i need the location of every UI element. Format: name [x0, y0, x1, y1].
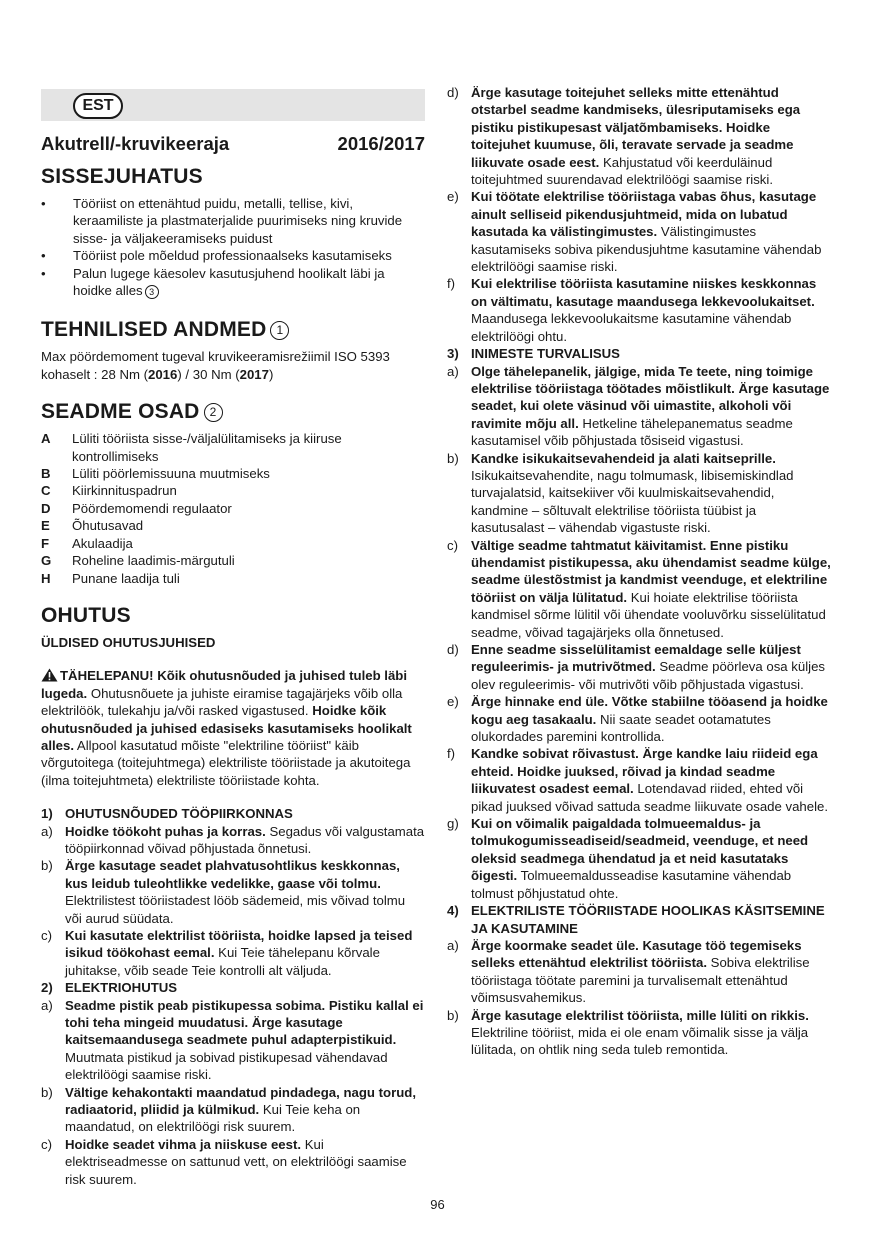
- page-number: 96: [430, 1197, 445, 1212]
- item-text: Isikukaitsevahendite, nagu tolmumask, libisemiskindlad turvajalatsid, kaitsekiiver või kuulmiskaitsevahendid, kandmine – sõltuvalt elektrilise tööriista tüübist ja kasutusalast – vähendab vigastuste riski.: [471, 467, 794, 536]
- tech-heading-text: TEHNILISED ANDMED: [41, 318, 267, 342]
- product-title-row: [41, 133, 425, 155]
- safety-item: [41, 1136, 425, 1188]
- item-text: Elektrilistest tööriistadest lööb sädemeid, mis võivad tolmu või aurud süüdata.: [65, 893, 406, 926]
- item-letter: b): [447, 1007, 459, 1023]
- tech-heading: [41, 317, 425, 343]
- item-letter: a): [447, 937, 459, 953]
- item-bold: Kui on võimalik paigaldada tolmueemaldus- ja tolmukogumisseadiseid/seadmeid, veenduge, et need oleksid seadmega ühendatud ja et neid kasutataks õigesti.: [471, 816, 809, 884]
- language-badge: EST: [73, 93, 123, 119]
- intro-bullet-text: Palun lugege käesolev kasutusjuhend hoolikalt läbi ja hoidke alles: [73, 265, 385, 299]
- keep-instructions-bold: Hoidke kõik ohutusnõuded ja juhised edasiseks kasutamiseks hoolikalt alles.: [41, 703, 412, 753]
- section-title-text: ELEKTRILISTE TÖÖRIISTADE HOOLIKAS KÄSITSEMINE JA KASUTAMINE: [471, 903, 825, 936]
- spec-text: ): [268, 366, 274, 382]
- item-text: Segadus või valgustamata tööpiirkonnad võivad põhjustada õnnetusi.: [65, 823, 425, 856]
- spec-model-2016: 2016: [148, 366, 178, 382]
- safety-item: [447, 188, 831, 275]
- item-bold: Kandke isikukaitsevahendeid ja alati kaitseprille.: [471, 450, 776, 466]
- item-letter: c): [41, 928, 52, 943]
- keep-instructions-text: Allpool kasutatud mõiste "elektriline tööriist" käib võrgutoitega (toitejuhtmega) elektriliste tööriistade ja akutoitega (ilma toitejuhtmeta) elektriliste tööriistade kohta.: [41, 737, 411, 788]
- part-desc: Roheline laadimis-märgutuli: [72, 553, 235, 569]
- parts-heading-text: SEADME OSAD: [41, 400, 200, 424]
- warning-bold: TÄHELEPANU! Kõik ohutusnõuded ja juhised tuleb läbi lugeda.: [41, 668, 408, 701]
- parts-row: [41, 500, 425, 517]
- language-bar: [41, 89, 425, 121]
- spec-text: ) / 30 Nm (: [177, 366, 240, 382]
- parts-row: [41, 570, 425, 587]
- item-text: Maandusega lekkevoolukaitsme kasutamine vähendab elektrilöögi ohtu.: [471, 311, 792, 344]
- item-bold: Ärge hinnake end üle. Võtke stabiilne tööasend ja hoidke kogu aeg tasakaalu.: [471, 694, 828, 727]
- intro-list: [41, 195, 425, 299]
- item-bold: Olge tähelepanelik, jälgige, mida Te teete, ning toimige elektrilise tööriistaga töötades mõistlikult. Ärge kasutage seadet, kui olete väsinud või uimastite, alkoholi või ravimite mõju all.: [471, 363, 830, 431]
- intro-heading: SISSEJUHATUS: [41, 165, 203, 188]
- part-key: H: [41, 570, 51, 586]
- safety-heading: OHUTUS: [41, 603, 131, 627]
- safety-item: [447, 693, 831, 745]
- parts-row: [41, 465, 425, 482]
- tech-spec: [41, 348, 425, 383]
- safety-item: [41, 997, 425, 1084]
- item-letter: b): [41, 858, 53, 874]
- intro-bullet: • Tööriist pole mõeldud professionaalseks kasutamiseks: [41, 247, 425, 264]
- item-bold: Hoidke töökoht puhas ja korras.: [65, 823, 266, 839]
- right-column: [447, 84, 831, 1059]
- item-letter: a): [41, 823, 53, 839]
- item-bold: Kandke sobivat rõivastust. Ärge kandke laiu riideid ega ehteid. Hoidke juuksed, rõivad ja kindad seadme liikuvatest osadest eemal.: [471, 746, 818, 797]
- section-title: [41, 805, 425, 822]
- item-bold: Ärge kasutage seadet plahvatusohtlikus keskkonnas, kus leidub tuleohtlikke vedelikke, gaase või tolmu.: [65, 858, 400, 891]
- item-letter: a): [41, 997, 53, 1013]
- safety-item: [447, 937, 831, 1007]
- item-bold: Enne seadme sisselülitamist eemaldage selle küljest reguleerimis- ja mutrivõtmed.: [471, 642, 801, 675]
- part-desc: Lüliti tööriista sisse-/väljalülitamiseks ja kiiruse kontrollimiseks: [72, 431, 342, 464]
- item-text: Elektriline tööriist, mida ei ole enam võimalik sisse ja välja lülitada, on ohtlik ning seda tuleb remontida.: [471, 1024, 809, 1058]
- section-title-text: INIMESTE TURVALISUS: [471, 346, 620, 362]
- item-letter: e): [447, 694, 459, 710]
- item-text: Kui Teie keha on maandatud, on elektrilöögi risk suurem.: [65, 1102, 361, 1135]
- part-key: G: [41, 553, 52, 569]
- item-bold: Ärge koormake seadet üle. Kasutage töö tegemiseks selleks ettenähtud elektrilist tööriista.: [471, 937, 802, 971]
- product-name: Akutrell/-kruvikeeraja: [41, 133, 230, 154]
- warning-text: Ohutusnõuete ja juhiste eiramise tagajärjeks võib olla elektrilöök, tulekahju ja/või rasked vigastused.: [41, 685, 403, 719]
- safety-item: [41, 823, 425, 858]
- item-text: Kui hoiate elektrilise tööriista kandmisel sõrme lülitil või ühendate vooluvõrku sisselülitatud seadme, võivad tagajärjeks olla õnnetused.: [471, 589, 826, 640]
- item-text: Välistingimustes kasutamiseks sobiva pikendusjuhtme kasutamine vähendab elektrilöögi saamise riski.: [471, 224, 822, 275]
- intro-bullet: [41, 265, 425, 300]
- safety-item: [447, 745, 831, 815]
- item-letter: a): [447, 363, 459, 379]
- parts-row: [41, 430, 425, 465]
- item-text: Sobiva elektrilise tööriistaga töötate paremini ja turvalisemalt ettenähtud võimsusvahemikus.: [471, 955, 810, 1006]
- section-number: 2): [41, 980, 53, 996]
- safety-item: [447, 275, 831, 345]
- item-text: Muutmata pistikud ja sobivad pistikupesad vähendavad elektrilöögi saamise riski.: [65, 1049, 388, 1083]
- item-text: Tolmueemaldusseadise kasutamine vähendab tolmust põhjustatud ohte.: [471, 868, 792, 901]
- item-bold: Seadme pistik peab pistikupessa sobima. Pistiku kallal ei tohi teha mingeid muudatusi. Ärge kasutage kaitsemaandusega seadmete puhul adapterpistikuid.: [65, 997, 424, 1048]
- item-letter: g): [447, 816, 459, 832]
- parts-table: [41, 430, 425, 587]
- intro-bullet: • Tööriist on ettenähtud puidu, metalli, tellise, kivi, keraamiliste ja plastmaterjalide puurimiseks ning kruvide sisse- ja väljakeeramiseks puidust: [41, 195, 425, 247]
- section-title-text: OHUTUSNÕUDED TÖÖPIIRKONNAS: [65, 806, 293, 822]
- part-key: B: [41, 466, 51, 482]
- safety-item: [447, 450, 831, 537]
- item-bold: Vältige kehakontakti maandatud pindadega, nagu torud, radiaatorid, pliidid ja külmikud.: [65, 1084, 416, 1118]
- section-title-text: ELEKTRIOHUTUS: [65, 980, 178, 996]
- section-number: 1): [41, 806, 53, 822]
- parts-heading: [41, 399, 425, 425]
- item-bold: Kui elektrilise tööriista kasutamine niiskes keskkonnas on vältimatu, kasutage maandusega lekkevoolukaitset.: [471, 276, 817, 309]
- safety-item: [447, 537, 831, 641]
- item-letter: c): [447, 537, 458, 553]
- warning-triangle-icon: [41, 668, 58, 682]
- safety-item: [41, 857, 425, 927]
- item-text: Kahjustatud või keerduläinud toitejuhtmed suurendavad elektrilöögi saamise riski.: [471, 154, 773, 188]
- warning-paragraph: [41, 667, 425, 789]
- parts-row: [41, 482, 425, 499]
- item-letter: b): [41, 1084, 53, 1100]
- item-letter: d): [447, 85, 459, 100]
- section-title: [447, 902, 831, 937]
- safety-item: [447, 815, 831, 902]
- safety-subheading: ÜLDISED OHUTUSJUHISED: [41, 634, 216, 650]
- section-title: [447, 345, 831, 362]
- item-bold: Vältige seadme tahtmatut käivitamist. Enne pistiku ühendamist pistikupessa, aku ühendamist seadme külge, seadme ülestõstmist ja kandmist veenduge, et elektriline tööriist on välja lülitatud.: [471, 537, 831, 605]
- product-model: 2016/2017: [337, 133, 425, 154]
- item-letter: e): [447, 189, 459, 205]
- safety-item: [447, 1007, 831, 1059]
- part-key: E: [41, 518, 50, 534]
- part-desc: Pöördemomendi regulaator: [72, 500, 232, 516]
- part-desc: Kiirkinnituspadrun: [72, 483, 177, 499]
- spec-text: Max pöördemoment tugeval kruvikeeramisrežiimil ISO 5393 kohaselt : 28 Nm (: [41, 349, 390, 382]
- section-number: 3): [447, 346, 459, 362]
- section-title: [41, 979, 425, 996]
- part-key: F: [41, 535, 50, 551]
- left-column: [41, 89, 425, 1188]
- item-letter: d): [447, 642, 459, 657]
- figure-ref-2: 2: [204, 403, 223, 422]
- item-letter: f): [447, 276, 456, 292]
- item-text: Kui elektriseadmesse on sattunud vett, on elektrilöögi saamise risk suurem.: [65, 1136, 407, 1187]
- item-bold: Ärge kasutage elektrilist tööriista, mille lüliti on rikkis.: [471, 1007, 809, 1023]
- part-desc: Akulaadija: [72, 535, 133, 551]
- part-key: D: [41, 500, 51, 516]
- safety-item: [447, 84, 831, 188]
- item-letter: c): [41, 1136, 52, 1152]
- parts-row: [41, 552, 425, 569]
- item-bold: Hoidke seadet vihma ja niiskuse eest.: [65, 1136, 302, 1152]
- item-letter: b): [447, 450, 459, 466]
- figure-ref-3: 3: [145, 285, 159, 299]
- safety-item: [41, 927, 425, 979]
- parts-row: [41, 535, 425, 552]
- safety-item: [447, 363, 831, 450]
- item-text: Nii saate seadet ootamatutes olukordades paremini kontrollida.: [471, 711, 771, 745]
- item-letter: f): [447, 746, 456, 762]
- part-desc: Õhutusavad: [72, 518, 144, 534]
- item-bold: Kui töötate elektrilise tööriistaga vabas õhus, kasutage ainult selliseid pikendusjuhtmeid, mida on lubatud kasutada ka välistingimustes.: [471, 189, 817, 240]
- item-text: Kui Teie tähelepanu kõrvale juhitakse, võib seade Teie kontrolli alt väljuda.: [65, 945, 380, 978]
- section-number: 4): [447, 903, 459, 919]
- part-key: C: [41, 483, 51, 499]
- item-text: Seadme pöörleva osa küljes olev reguleerimis- või mutrivõti võib põhjustada vigastusi.: [471, 659, 826, 692]
- part-desc: Lüliti pöörlemissuuna muutmiseks: [72, 466, 270, 482]
- part-desc: Punane laadija tuli: [72, 570, 180, 586]
- item-bold: Kui kasutate elektrilist tööriista, hoidke lapsed ja teised isikud töökohast eemal.: [65, 928, 413, 961]
- safety-item: [447, 641, 831, 693]
- part-key: A: [41, 431, 51, 447]
- spec-model-2017: 2017: [239, 366, 269, 382]
- item-bold: Ärge kasutage toitejuhet selleks mitte ettenähtud otstarbel seadme kandmiseks, ülesriputamiseks ega pistiku pistikupesast väljatõmbamiseks. Hoidke toitejuhet kuumuse, õli, teravate servade ja seadme liikuvate osade eest.: [471, 85, 801, 170]
- parts-row: [41, 517, 425, 534]
- safety-item: [41, 1084, 425, 1136]
- figure-ref-1: 1: [270, 321, 289, 340]
- item-text: Hetkeline tähelepanematus seadme kasutamisel võib põhjustada tõsiseid vigastusi.: [471, 415, 793, 449]
- item-text: Lotendavad riided, ehted või pikad juuksed võivad sattuda seadme liikuvate osade vahele.: [471, 781, 829, 814]
